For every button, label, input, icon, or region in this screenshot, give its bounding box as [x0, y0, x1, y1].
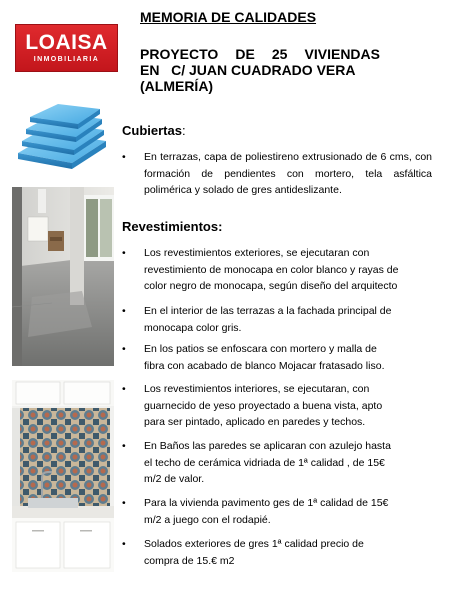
loaisa-logo: [15, 24, 118, 72]
project-title-word: VIVIENDAS: [304, 46, 380, 62]
list-item: [122, 245, 432, 295]
list-item-text: En Baños las paredes se aplicaran con azulejo hasta el techo de cerámica vidriada de 1ª calidad , de 15€ m/2 de valor.: [144, 440, 391, 485]
interior-floor-photo: [12, 187, 114, 366]
bullet-icon: •: [122, 538, 126, 550]
list-item-text: Para la vivienda pavimento ges de 1ª calidad de 15€ m/2 a juego con el rodapié.: [144, 497, 389, 526]
list-item: [122, 303, 432, 336]
list-item: [122, 536, 432, 569]
list-item: [122, 149, 432, 199]
list-item-text: En terrazas, capa de poliestireno extrusionado de 6 cms, con formación de pendientes con mortero, tela asfáltica polimérica y solado de gres antideslizante.: [144, 151, 432, 196]
project-title-line-2: EN C/ JUAN CUADRADO VERA: [140, 62, 356, 78]
bullet-icon: •: [122, 305, 126, 317]
list-item-text: En los patios se enfoscara con mortero y malla de fibra con acabado de blanco Mojacar fratasado liso.: [144, 343, 385, 372]
document-title: MEMORIA DE CALIDADES: [140, 9, 317, 25]
project-title-word: 25: [271, 46, 288, 62]
list-item: [122, 381, 432, 431]
logo-name: LOAISA: [25, 31, 108, 54]
logo-subtitle: INMOBILIARIA: [33, 56, 100, 63]
project-title-word: DE: [235, 46, 255, 62]
project-title: [140, 46, 380, 94]
list-item-text: Solados exteriores de gres 1ª calidad precio de compra de 15.€ m2: [144, 538, 364, 567]
cubiertas-heading: [122, 123, 186, 138]
insulation-boards-photo: [12, 101, 110, 171]
revestimientos-heading: Revestimientos:: [122, 219, 223, 234]
heading-colon: :: [181, 123, 186, 138]
bullet-icon: •: [122, 247, 126, 259]
bullet-icon: •: [122, 440, 126, 452]
list-item-text: Los revestimientos interiores, se ejecutaran, con guarnecido de yeso proyectado a buena vista, apto para ser pintado, aplicado en paredes y techos.: [144, 383, 383, 428]
project-title-line-1: [140, 46, 380, 62]
list-item-text: En el interior de las terrazas a la fachada principal de monocapa color gris.: [144, 305, 392, 334]
bullet-icon: •: [122, 383, 126, 395]
bullet-icon: •: [122, 151, 126, 163]
list-item: [122, 438, 432, 488]
bullet-icon: •: [122, 343, 126, 355]
kitchen-tiles-photo: [12, 380, 114, 572]
bullet-icon: •: [122, 497, 126, 509]
cubiertas-heading-text: Cubiertas: [122, 123, 182, 138]
list-item: [122, 495, 432, 528]
project-title-line-3: (ALMERÍA): [140, 78, 214, 94]
project-title-word: PROYECTO: [140, 46, 219, 62]
list-item: [122, 341, 432, 374]
list-item-text: Los revestimientos exteriores, se ejecutaran con revestimiento de monocapa en color blanco y rayas de color negro de monocapa, según diseño del arquitecto: [144, 247, 399, 292]
